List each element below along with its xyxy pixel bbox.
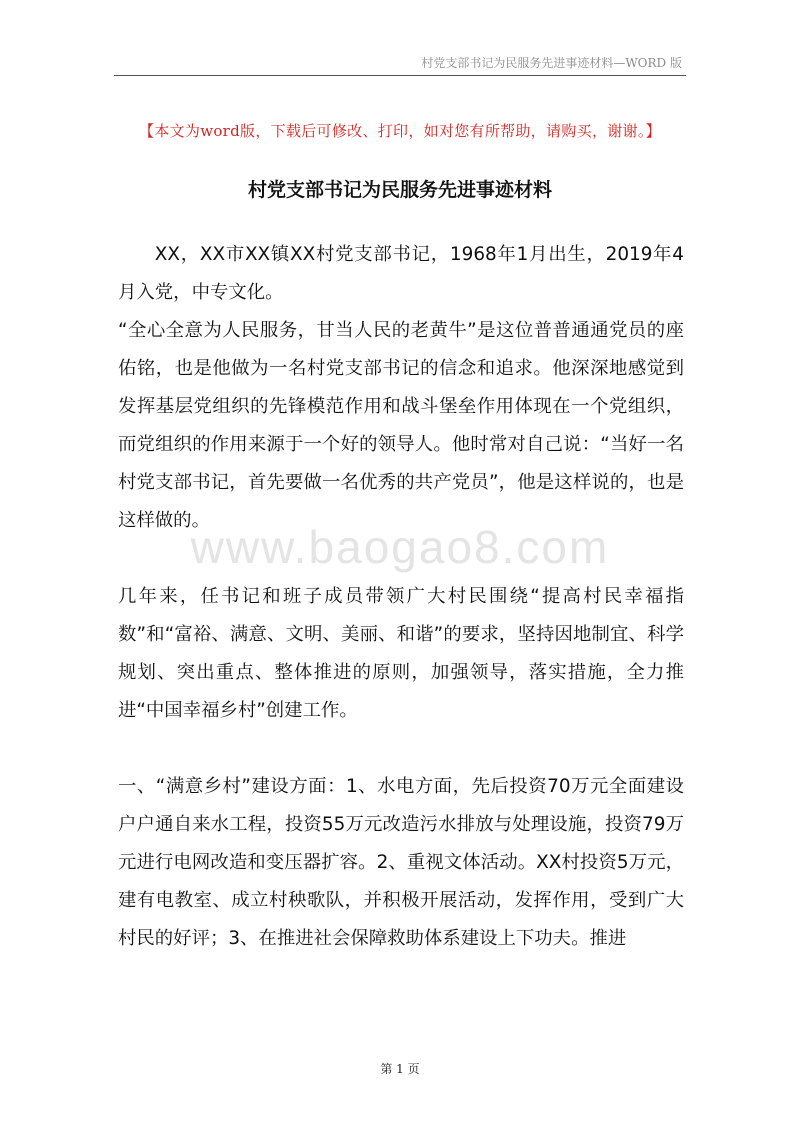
paragraph-intro: XX，XX市XX镇XX村党支部书记，1968年1月出生，2019年4月入党，中专文化。 bbox=[118, 244, 684, 303]
paragraph-leadership: 几年来，任书记和班子成员带领广大村民围绕“提高村民幸福指数”和“富裕、满意、文明、美丽、和谐”的要求，坚持因地制宜、科学规划、突出重点、整体推进的原则，加强领导，落实措施，全力推进“中国幸福乡村”创建工作。 bbox=[118, 586, 684, 721]
paragraph-motto: “全心全意为人民服务，甘当人民的老黄牛”是这位普普通通党员的座佑铭，也是他做为一名村党支部书记的信念和追求。他深深地感觉到发挥基层党组织的先锋模范作用和战斗堡垒作用体现在一个党组织，而党组织的作用来源于一个好的领导人。他时常对自己说：“当好一名村党支部书记，首先要做一名优秀的共产党员”，他是这样说的，也是这样做的。 bbox=[118, 320, 684, 531]
purchase-notice: 【本文为word版，下载后可修改、打印，如对您有所帮助，请购买，谢谢。】 bbox=[139, 122, 661, 140]
document-body bbox=[118, 236, 684, 958]
page-number: 第 1 页 bbox=[380, 1062, 420, 1076]
header-rule bbox=[114, 75, 686, 76]
running-header: 村党支部书记为民服务先进事迹材料—WORD 版 bbox=[421, 56, 682, 70]
document-title: 村党支部书记为民服务先进事迹材料 bbox=[247, 179, 552, 201]
watermark: www.baogao8.com bbox=[190, 521, 610, 573]
paragraph-gap bbox=[118, 730, 684, 768]
paragraph-gap bbox=[118, 540, 684, 578]
paragraph-satisfied-village: 一、“满意乡村”建设方面：1、水电方面，先后投资70万元全面建设户户通自来水工程，投资55万元改造污水排放与处理设施，投资79万元进行电网改造和变压器扩容。2、重视文体活动。XX村投资5万元，建有电教室、成立村秧歌队，并积极开展活动，发挥作用，受到广大村民的好评；3、在推进社会保障救助体系建设上下功夫。推进 bbox=[118, 776, 684, 949]
